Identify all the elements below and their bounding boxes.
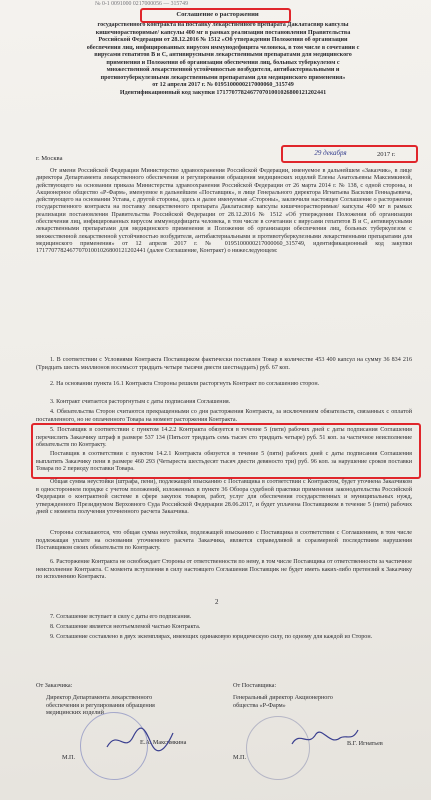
subtitle-line: кишечнорастворимые/ капсулы 400 мг в рамках реализации постановления Правительства (95, 29, 351, 36)
clause-5-highlight (31, 423, 421, 479)
supplier-signature (290, 724, 360, 752)
clause-1: 1. В соответствии с Условиями Контракта Поставщиком фактически поставлен Товар в количестве 453 400 капсул на сумму 36 834 216 (Тридцать шесть миллионов восемьсот тридцать четыре тысячи двести шестнадцать) руб. 67 коп. (36, 357, 412, 371)
supplier-role-line: общества «Р-Фарм» (233, 701, 286, 709)
subtitle-line: от 12 апреля 2017 г. № 0195100000217000060_315749 (152, 82, 294, 88)
date-handwritten: 29 декабря (314, 149, 347, 157)
clause-5-agreement: Стороны соглашаются, что общая сумма неустойки, подлежащей взысканию с Поставщика в соответствии с Соглашением, в том числе подлежащая уплате на основании уточненного расчета Заказчика, является справедливой и соразмерной последствиям нарушения Поставщиком своих обязательств по Контракту. (36, 530, 412, 552)
supplier-role-line: Генеральный директор Акционерного (233, 694, 333, 701)
date-year: 2017 г. (377, 151, 396, 158)
top-stamp-numbers: № 0-1 0091000 0217000056 — 315749 (95, 1, 188, 7)
date-highlight (281, 145, 418, 163)
customer-role-line: обеспечения и регулирования обращения (46, 701, 155, 709)
clause-5-penalty: Поставщик в соответствии с пунктом 14.2.1 Контракта обязуется в течение 5 (пяти) рабочих дней с даты подписания Соглашения выплатить Заказчику пени в размере 460 293 (Четыреста шестьдесят тысяч двести девяносто три) руб. 96 коп. за нарушение сроков поставки Товара по 2 периоду поставки Товара. (36, 451, 412, 473)
customer-heading: От Заказчика: (36, 682, 73, 689)
subtitle-line: государственного контракта на поставку лекарственного препарата Даклатасвир капсулы (97, 22, 349, 28)
clause-8: 8. Соглашение является неотъемлемой частью Контракта. (50, 624, 201, 630)
preamble-paragraph: От имени Российской Федерации Министерство здравоохранения Российской Федерации, именуемое в дальнейшем «Заказчик», в лице директора Департамента лекарственного обеспечения и регулирования обращения медицинских изделий Елены Анатольевны Максимкиной, действующего на основании приказа Министерства здравоохранения Российской Федерации от 26 марта 2014 г. № 138, с одной стороны, и Акционерное общество «Р-Фарм», именуемое в дальнейшем «Поставщик», в лице Генерального директора Игнатьева Василия Геннадьевича, действующего на основании Устава, с другой стороны, здесь и далее именуемые «Стороны», заключили настоящее Соглашение о расторжении государственного контракта на поставку лекарственного препарата Даклатасвир капсулы кишечнорастворимые/ капсулы 400 мг в рамках реализации постановления Правительства Российской Федерации от 28.12.2016 № 1512 «Об утверждении Положения об организации обеспечения лиц, инфицированных вирусом иммунодефицита человека, в том числе в сочетании с вирусами гепатитов В и С, антивирусными лекарственными препаратами для медицинского применения и Положения об организации обеспечения лиц, больных туберкулезом с множественной лекарственной устойчивостью возбудителя, антибактериальными и противотуберкулезными лекарственными препаратами для медицинского применения» от 12 апреля 2017 г. № 0195100000217000060_315749, идентификационный код закупки 171770778246770701001026800121202441 (далее Соглашение, Контракт) о нижеследующем: (36, 168, 412, 255)
supplier-heading: От Поставщика: (233, 682, 277, 689)
subtitle-line: обеспечения лиц, инфицированных вирусом иммунодефицита человека, в том числе в сочетании с (86, 44, 360, 51)
subtitle-block (38, 22, 408, 97)
page-number: 2 (215, 598, 219, 606)
supplier-signer: В.Г. Игнатьев (347, 740, 383, 747)
clause-4: 4. Обязательства Сторон считаются прекращенными со дня расторжения Контракта, за исключением обязательств, связанных с оплатой поставленного, но не оплаченного Товара на момент расторжения Контракта. (36, 409, 412, 423)
title-highlight (140, 8, 291, 23)
clause-5-total: Общая сумма неустойки (штрафа, пени), подлежащей взысканию с Поставщика в соответствии с Контрактом, будет уточнена Заказчиком в одностороннем порядке с учетом положений, изложенных в пункте 36 Обзора судебной практики применения законодательства Российской Федерации о контрактной системе в сфере закупок товаров, работ, услуг для обеспечения государственных и муниципальных нужд, утвержденного Президиумом Верховного Суда Российской Федерации 28.06.2017, и будет уплачена Поставщиком в течение 5 (пяти) рабочих дней с момента получения уточненного расчета Заказчика. (36, 479, 412, 516)
clause-5-fine: 5. Поставщик в соответствии с пунктом 14.2.2 Контракта обязуется в течение 5 (пяти) рабочих дней с даты подписания Соглашения перечислить Заказчику штраф в размере 537 134 (Пятьсот тридцать семь тысяч сто тридцать четыре) руб. 51 коп. за частичное неисполнение обязательств по Контракту. (36, 427, 412, 449)
subtitle-line: противотуберкулезными лекарственными препаратами для медицинского применения» (100, 74, 346, 81)
clause-3: 3. Контракт считается расторгнутым с даты подписания Соглашения. (50, 399, 231, 405)
document-title: Соглашение о расторжении (176, 11, 259, 18)
subtitle-line: Российской Федерации от 28.12.2016 № 1512 «Об утверждении Положения об организации (98, 37, 348, 43)
customer-signer: Е.А. Максимкина (140, 739, 187, 746)
customer-signature (105, 725, 175, 755)
clause-2: 2. На основании пункта 16.1 Контракта Стороны решили расторгнуть Контракт по соглашению сторон. (50, 381, 320, 387)
clause-7: 7. Соглашение вступает в силу с даты его подписания. (50, 614, 192, 620)
city: г. Москва (36, 155, 63, 162)
supplier-role (233, 694, 403, 709)
subtitle-line: множественной лекарственной устойчивостью возбудителя, антибактериальными и (106, 67, 340, 73)
supplier-mp: М.П. (233, 754, 247, 761)
customer-mp: М.П. (62, 754, 76, 761)
subtitle-line: применения и Положения об организации обеспечения лиц, больных туберкулезом с (106, 59, 340, 66)
subtitle-line: Идентификационный код закупки 171770778246770701001026800121202441 (119, 89, 327, 96)
customer-role-line: Директор Департамента лекарственного (46, 694, 153, 701)
clause-6: 6. Расторжение Контракта не освобождает Стороны от ответственности по нему, в том числе Поставщика от ответственности за частичное неисполнение Контракта. С момента вступления в силу настоящего Соглашения Поставщик не будет иметь каких-либо претензий к Заказчику по исполнению Контракта. (36, 559, 412, 581)
subtitle-line: вирусами гепатитов В и С, антивирусными лекарственными препаратами для медицинского (94, 52, 352, 58)
clause-9: 9. Соглашение составлено в двух экземплярах, имеющих одинаковую юридическую силу, по одному для каждой из Сторон. (50, 634, 373, 640)
customer-role-line: медицинских изделий (46, 709, 104, 717)
